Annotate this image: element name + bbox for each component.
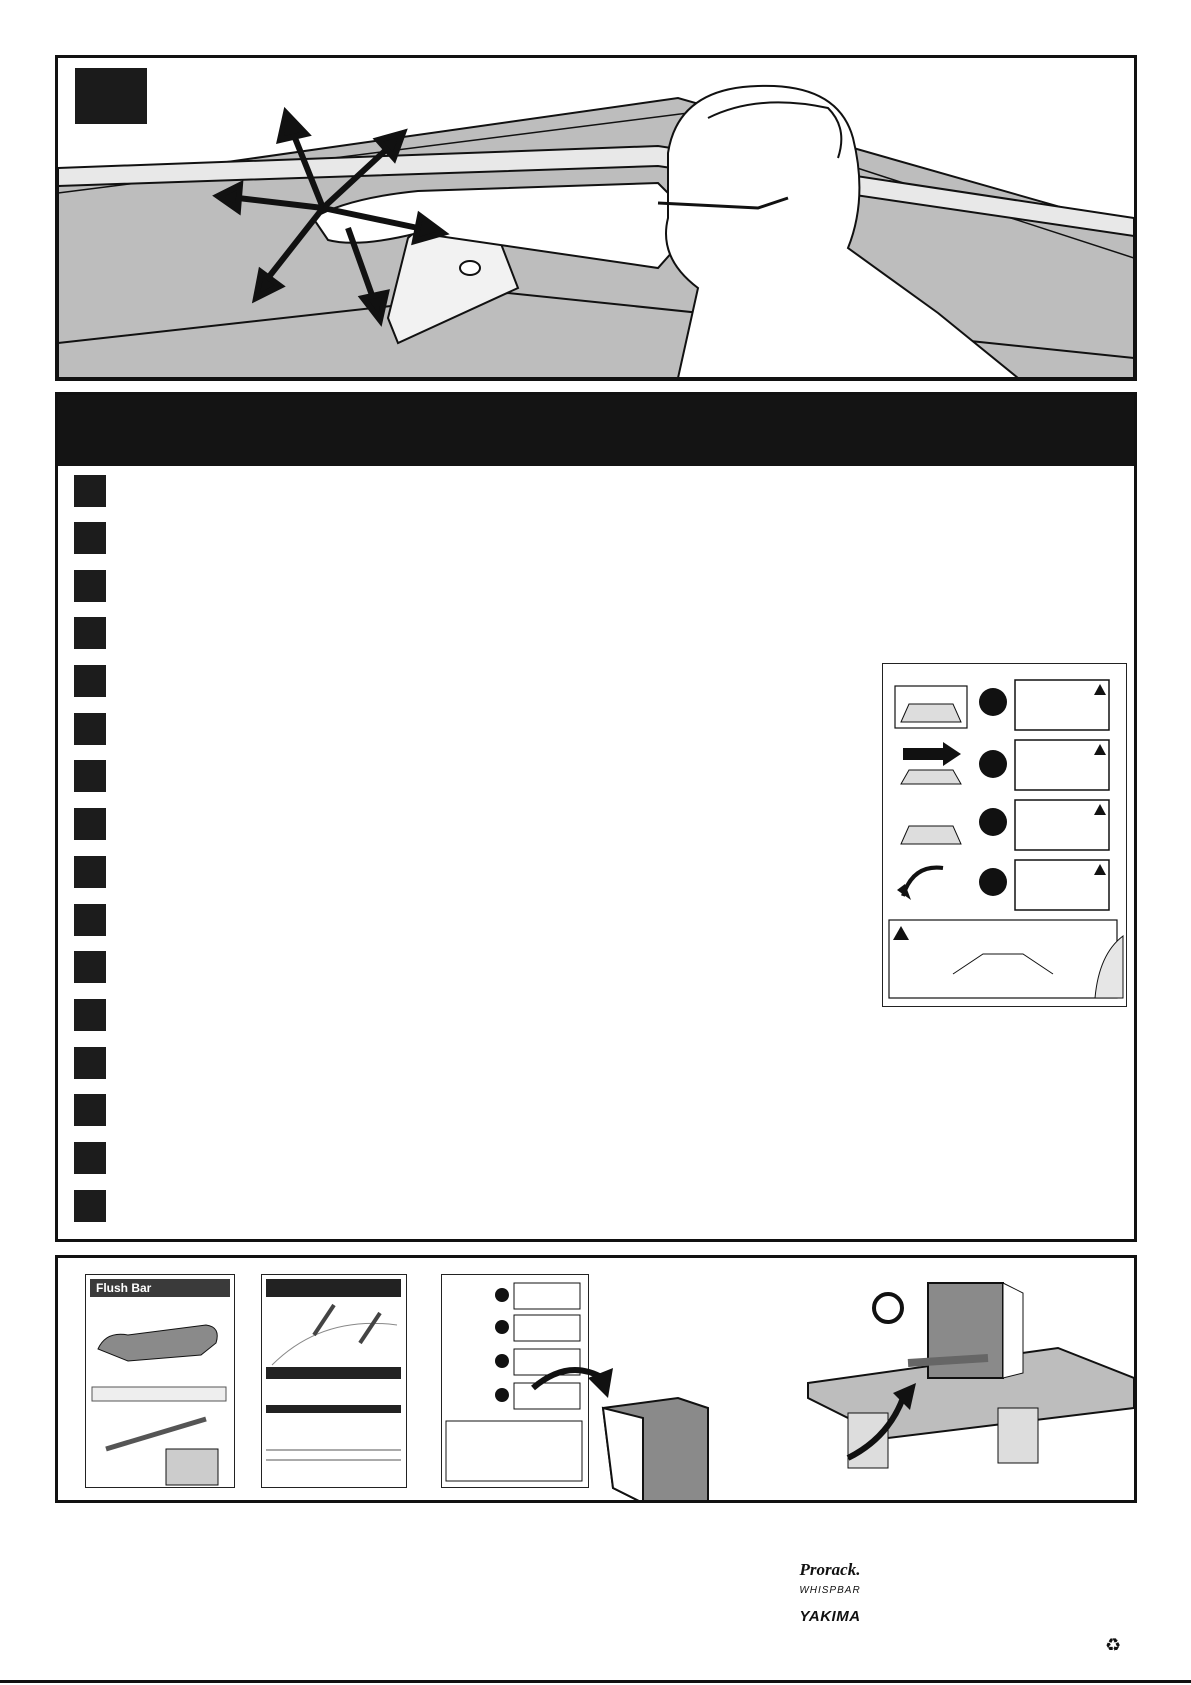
checklist-item-number (74, 570, 106, 602)
checklist-item-number (74, 760, 106, 792)
page-bottom-rule (0, 1680, 1191, 1683)
installation-check-illustration (55, 55, 1137, 381)
load-warning-card (882, 663, 1127, 1007)
prorack-logo: Prorack. (799, 1560, 861, 1579)
checklist-item-number (74, 617, 106, 649)
checklist-item-number (74, 665, 106, 697)
step-number-badge (75, 68, 147, 124)
whispbar-logo: WHISPBAR (799, 1585, 861, 1596)
arrow-icon (903, 742, 961, 766)
stop-hand-icon (979, 808, 1007, 836)
checklist-item-number (74, 951, 106, 983)
checklist-item-number (74, 522, 106, 554)
checklist-item-number (74, 1094, 106, 1126)
brand-logos (770, 1560, 890, 1635)
checklist-item-number (74, 1142, 106, 1174)
checklist-item-number (74, 1047, 106, 1079)
yakima-logo: YAKIMA (799, 1608, 861, 1625)
recycle-icon: ♻ (1105, 1635, 1122, 1655)
checklist-item-number (74, 475, 106, 507)
supplied-documents-panel (55, 1255, 1137, 1503)
warning-row (897, 860, 1109, 910)
checklist-item-number (74, 808, 106, 840)
stop-hand-icon (979, 868, 1007, 896)
warning-row (895, 680, 1109, 730)
store-and-tools-drawing (58, 1258, 1134, 1500)
checklist-item-number (74, 856, 106, 888)
checklist-item-number (74, 713, 106, 745)
checklist-item-number (74, 904, 106, 936)
safety-checklist (55, 392, 1137, 1242)
flush-bar-title: Flush Bar (90, 1279, 230, 1297)
checklist-item-number (74, 1190, 106, 1222)
checklist-header-bar (58, 395, 1134, 466)
stop-hand-icon (979, 750, 1007, 778)
warning-row (901, 800, 1109, 850)
stop-hand-icon (979, 688, 1007, 716)
checklist-item-number (74, 999, 106, 1031)
warning-row (901, 740, 1109, 790)
install-scene (889, 920, 1123, 998)
hand-on-foot-drawing (58, 58, 1134, 378)
